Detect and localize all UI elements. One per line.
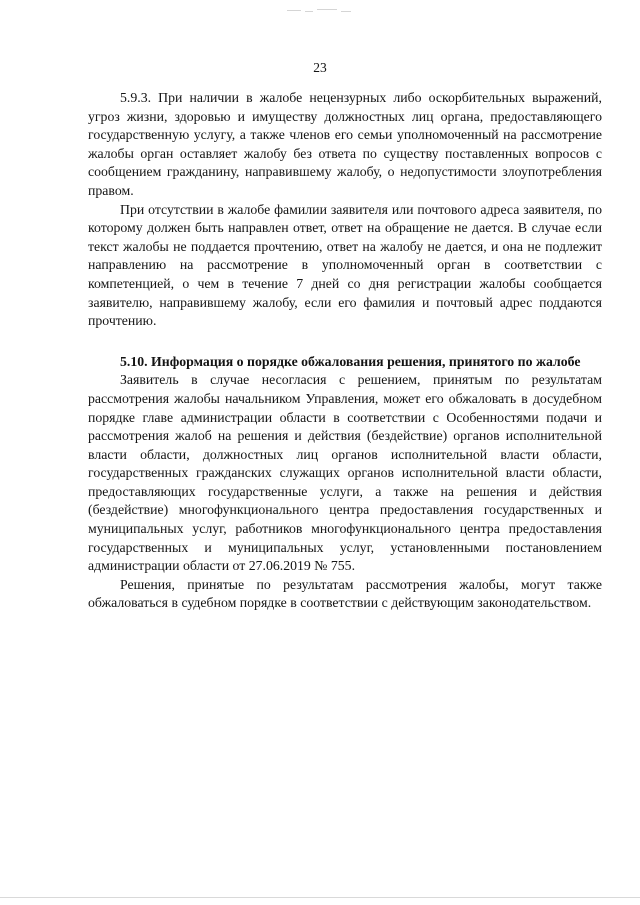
document-body (88, 89, 602, 613)
scan-edge (0, 897, 640, 898)
paragraph-missing-address: При отсутствии в жалобе фамилии заявителя или почтового адреса заявителя, по которому должен быть направлен ответ, ответ на обращение не дается. В случае если текст жалобы не поддается прочтению, ответ на жалобу не дается, и она не подлежит направлению на рассмотрение в уполномоченный орган в соответствии с компетенцией, о чем в течение 7 дней со дня регистрации жалобы сообщается заявителю, направившему жалобу, если его фамилия и почтовый адрес поддаются прочтению. (88, 201, 602, 329)
section-heading-5-10: 5.10. Информация о порядке обжалования решения, принятого по жалобе (120, 353, 581, 369)
paragraph-5-9-3: 5.9.3. При наличии в жалобе нецензурных либо оскорбительных выражений, угроз жизни, здоровью и имуществу должностных лиц органа, предоставляющего государственную услугу, а также членов его семьи уполномоченный на рассмотрение жалобы орган оставляет жалобу без ответа по существу поставленных вопросов с сообщением гражданину, направившему жалобу, о недопустимости злоупотребления правом. (88, 90, 602, 198)
page-number: 23 (313, 60, 327, 75)
paragraph-appeal-procedure: Заявитель в случае несогласия с решением, принятым по результатам рассмотрения жалобы начальником Управления, может его обжаловать в досудебном порядке главе администрации области в соответствии с Особенностями подачи и рассмотрения жалоб на решения и действия (бездействие) органов исполнительной власти области, должностных лиц органов исполнительной власти области, государственных гражданских служащих органов исполнительной власти области, предоставляющих государственные услуги, а также на решения и действия (бездействие) многофункционального центра предоставления государственных и муниципальных услуг, работников многофункционального центра предоставления государственных и муниципальных услуг, установленными постановлением администрации области от 27.06.2019 № 755. (88, 372, 602, 574)
scan-artifact (287, 8, 357, 14)
paragraph-judicial-appeal: Решения, принятые по результатам рассмотрения жалобы, могут также обжаловаться в судебном порядке в соответствии с действующим законодательством. (88, 576, 602, 611)
